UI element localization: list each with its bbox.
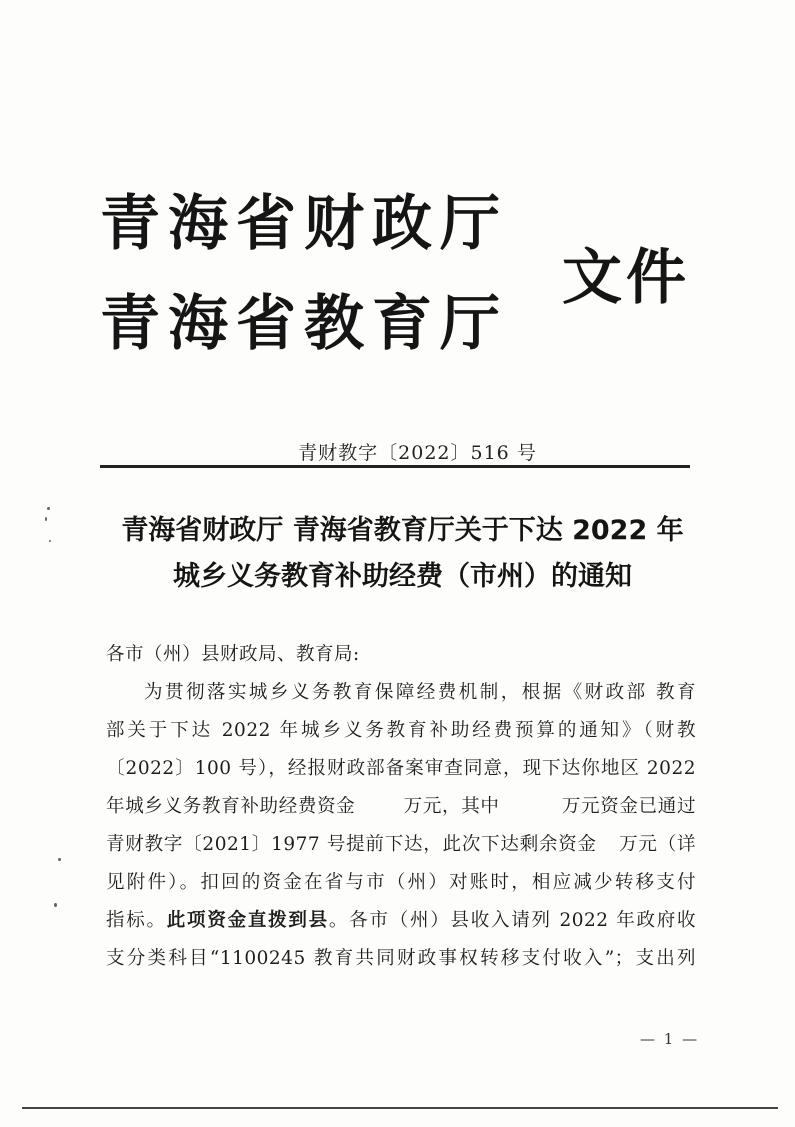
- body-text-run: 万元资金已通过: [561, 796, 696, 817]
- issuer-finance-dept: 青海省财政厅: [100, 189, 508, 259]
- document-title: [0, 508, 795, 600]
- body-line: 为贯彻落实城乡义务教育保障经费机制，根据《财政部 教育: [144, 682, 696, 703]
- body-text-run: 年城乡义务教育补助经费资金: [106, 796, 356, 817]
- body-line: 见附件）。扣回的资金在省与市（州）对账时，相应减少转移支付: [106, 872, 696, 893]
- header-divider: [100, 465, 690, 468]
- body-line-with-blanks: [106, 788, 696, 826]
- scan-speck: [49, 540, 51, 542]
- body-text-run: 万元，其中: [403, 796, 500, 817]
- body-text-run: 万元（详: [618, 834, 696, 855]
- body-text-run: 指标。: [106, 910, 167, 931]
- letterhead: [100, 180, 700, 380]
- body-text-run: 。各市（州）县收入请列 2022 年政府收: [328, 910, 696, 931]
- body-line: 〔2022〕100 号），经报财政部备案审查同意，现下达你地区 2022: [106, 758, 696, 779]
- scan-speck: [58, 858, 61, 861]
- document-number: 青财教字〔2022〕516 号: [298, 442, 537, 464]
- footer-divider: [22, 1107, 778, 1109]
- body-line-with-bold: [106, 902, 696, 940]
- body-line: 支分类科目“1100245 教育共同财政事权转移支付收入”；支出列: [106, 948, 696, 969]
- salutation: 各市（州）县财政局、教育局:: [106, 644, 360, 665]
- scan-speck: [47, 507, 50, 510]
- body-line: 部关于下达 2022 年城乡义务教育补助经费预算的通知》（财教: [106, 720, 696, 741]
- document-type-label: 文件: [562, 243, 690, 313]
- body-text-run: 青财教字〔2021〕1977 号提前下达，此次下达剩余资金: [106, 834, 597, 855]
- document-body: [106, 636, 696, 978]
- title-line-1: 青海省财政厅 青海省教育厅关于下达 2022 年: [121, 515, 684, 546]
- scan-speck: [45, 517, 47, 521]
- title-line-2: 城乡义务教育补助经费（市州）的通知: [173, 561, 632, 592]
- issuer-education-dept: 青海省教育厅: [100, 289, 508, 359]
- scan-speck: [54, 903, 57, 907]
- bold-emphasis: 此项资金直拨到县: [166, 910, 329, 931]
- body-line-with-blanks: [106, 826, 696, 864]
- page-number: — 1 —: [640, 1030, 700, 1048]
